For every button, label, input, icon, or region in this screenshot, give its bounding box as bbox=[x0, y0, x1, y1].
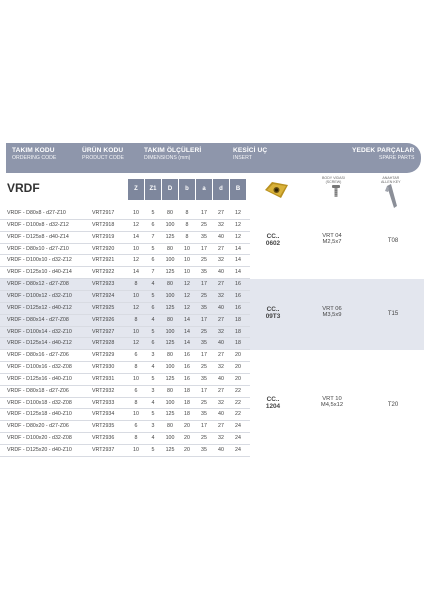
ordering-code: VRDF - D125x8 - d40-Z14 bbox=[7, 233, 69, 240]
dim-header-z1: Z1 bbox=[145, 179, 161, 200]
ordering-code: VRDF - D125x10 - d40-Z14 bbox=[7, 269, 72, 276]
dimension-value: 27 bbox=[218, 210, 224, 216]
table-row bbox=[0, 220, 424, 231]
dimension-value: 40 bbox=[218, 304, 224, 311]
dimension-value: 100 bbox=[165, 399, 175, 406]
ordering-code: VRDF - D100x14 - d32-Z10 bbox=[7, 328, 72, 335]
dimension-value: 24 bbox=[235, 447, 241, 453]
ordering-code: VRDF - D100x18 - d32-Z08 bbox=[7, 399, 72, 406]
table-row bbox=[0, 398, 424, 409]
dimension-value: 35 bbox=[201, 447, 207, 453]
table-header-band bbox=[6, 143, 421, 173]
dimension-value: 17 bbox=[201, 210, 207, 216]
product-code: VRT2919 bbox=[92, 233, 115, 240]
dimension-value: 8 bbox=[134, 399, 138, 406]
dimension-value: 35 bbox=[201, 304, 207, 311]
dimension-value: 8 bbox=[134, 364, 138, 371]
dimension-value: 17 bbox=[201, 423, 207, 430]
table-row bbox=[0, 244, 424, 255]
product-code: VRT2931 bbox=[92, 375, 115, 382]
product-code: VRT2936 bbox=[92, 435, 115, 442]
dimension-value: 80 bbox=[167, 210, 173, 216]
dimension-value: 17 bbox=[201, 387, 207, 394]
dimension-value: 16 bbox=[235, 292, 241, 299]
dimension-value: 10 bbox=[133, 328, 139, 335]
dimension-value: 4 bbox=[151, 316, 155, 323]
product-code: VRT2925 bbox=[92, 304, 115, 311]
dimension-value: 8 bbox=[185, 210, 189, 216]
dimension-value: 10 bbox=[133, 292, 139, 299]
product-code: VRT2930 bbox=[92, 364, 115, 371]
dim-header-b: b bbox=[179, 179, 195, 200]
dimension-value: 125 bbox=[165, 233, 175, 240]
dim-header-z: Z bbox=[128, 179, 144, 200]
insert-group-2: CC.. 09T3 bbox=[265, 306, 281, 320]
dimension-value: 10 bbox=[133, 210, 139, 216]
dimension-value: 20 bbox=[235, 352, 241, 359]
dimension-value: 8 bbox=[185, 233, 189, 240]
product-code: VRT2918 bbox=[92, 221, 115, 228]
table-row bbox=[0, 350, 424, 361]
product-code: VRT2933 bbox=[92, 399, 115, 406]
dimension-value: 80 bbox=[167, 352, 173, 359]
dimension-value: 25 bbox=[201, 257, 207, 264]
dimension-value: 35 bbox=[201, 340, 207, 347]
dimension-value: 100 bbox=[165, 292, 175, 299]
ordering-code: VRDF - D100x12 - d32-Z10 bbox=[7, 292, 72, 299]
dimension-value: 27 bbox=[218, 281, 224, 288]
table-row bbox=[0, 433, 424, 444]
dimension-value: 18 bbox=[235, 340, 241, 347]
dimension-value: 8 bbox=[134, 316, 138, 323]
dimension-value: 100 bbox=[165, 364, 175, 371]
table-row bbox=[0, 303, 424, 314]
dimension-value: 27 bbox=[218, 423, 224, 430]
product-code: VRT2932 bbox=[92, 387, 115, 394]
dimension-value: 18 bbox=[235, 328, 241, 335]
table-row bbox=[0, 421, 424, 432]
product-code: VRT2923 bbox=[92, 281, 115, 288]
dimension-value: 16 bbox=[235, 281, 241, 288]
dimension-value: 32 bbox=[218, 364, 224, 371]
dimension-value: 16 bbox=[235, 304, 241, 311]
dimension-value: 125 bbox=[165, 304, 175, 311]
row-divider bbox=[0, 456, 250, 457]
dimension-value: 32 bbox=[218, 292, 224, 299]
ordering-code: VRDF - D125x18 - d40-Z10 bbox=[7, 411, 72, 418]
ordering-code: VRDF - D80x12 - d27-Z08 bbox=[7, 281, 69, 288]
dimension-value: 10 bbox=[184, 269, 190, 276]
dimension-value: 14 bbox=[184, 340, 190, 347]
dimension-value: 10 bbox=[133, 245, 139, 252]
header-insert: KESİCİ UÇ INSERT bbox=[233, 147, 268, 161]
dimension-value: 6 bbox=[151, 340, 155, 347]
dimension-value: 14 bbox=[235, 257, 241, 264]
dimension-value: 125 bbox=[165, 447, 175, 453]
product-code: VRT2935 bbox=[92, 423, 115, 430]
dimension-value: 80 bbox=[167, 245, 173, 252]
product-code: VRT2926 bbox=[92, 316, 115, 323]
product-code: VRT2927 bbox=[92, 328, 115, 335]
dimension-value: 25 bbox=[201, 435, 207, 442]
dimension-value: 20 bbox=[184, 447, 190, 453]
key-group-3: T20 bbox=[387, 402, 399, 408]
dimension-value: 12 bbox=[184, 281, 190, 288]
dimension-value: 6 bbox=[151, 304, 155, 311]
table-row bbox=[0, 386, 424, 397]
dimension-value: 32 bbox=[218, 221, 224, 228]
dimension-value: 12 bbox=[133, 304, 139, 311]
header-spare-parts: YEDEK PARÇALAR SPARE PARTS bbox=[352, 147, 415, 161]
table-row bbox=[0, 279, 424, 290]
dimension-value: 25 bbox=[201, 292, 207, 299]
dimension-value: 10 bbox=[184, 257, 190, 264]
screw-group-3: VRT 10 M4,5x12 bbox=[320, 396, 344, 408]
dimension-value: 12 bbox=[235, 210, 241, 216]
dimension-value: 35 bbox=[201, 375, 207, 382]
dimension-value: 14 bbox=[235, 245, 241, 252]
table-row bbox=[0, 232, 424, 243]
screw-group-2: VRT 06 M3,5x9 bbox=[322, 306, 342, 318]
dimension-value: 27 bbox=[218, 245, 224, 252]
dimension-value: 5 bbox=[151, 292, 155, 299]
dimension-value: 6 bbox=[134, 352, 138, 359]
dimension-value: 14 bbox=[184, 328, 190, 335]
product-code: VRT2917 bbox=[92, 210, 115, 216]
dimension-value: 3 bbox=[151, 352, 155, 359]
dimension-value: 80 bbox=[167, 281, 173, 288]
dimension-value: 32 bbox=[218, 257, 224, 264]
dim-header-d: D bbox=[162, 179, 178, 200]
dimension-value: 12 bbox=[184, 292, 190, 299]
dimension-value: 125 bbox=[165, 269, 175, 276]
dimension-value: 6 bbox=[134, 387, 138, 394]
dimension-value: 12 bbox=[235, 233, 241, 240]
dimension-value: 4 bbox=[151, 364, 155, 371]
header-ordering-code: TAKIM KODU ORDERING CODE bbox=[12, 147, 57, 161]
dimension-value: 24 bbox=[235, 435, 241, 442]
key-group-2: T15 bbox=[387, 311, 399, 317]
dimension-value: 35 bbox=[201, 269, 207, 276]
table-title: VRDF bbox=[7, 181, 40, 195]
dimension-value: 6 bbox=[151, 221, 155, 228]
dimension-value: 8 bbox=[134, 281, 138, 288]
header-product-code: ÜRÜN KODU PRODUCT CODE bbox=[82, 147, 124, 161]
dimension-value: 25 bbox=[201, 328, 207, 335]
dimension-value: 10 bbox=[133, 447, 139, 453]
dimension-value: 5 bbox=[151, 210, 155, 216]
dimension-value: 12 bbox=[184, 304, 190, 311]
dimension-value: 18 bbox=[184, 387, 190, 394]
dim-header-d-small: d bbox=[213, 179, 229, 200]
dimension-value: 20 bbox=[184, 423, 190, 430]
dimension-value: 40 bbox=[218, 411, 224, 418]
dimension-value: 10 bbox=[184, 245, 190, 252]
dimension-value: 5 bbox=[151, 411, 155, 418]
screw-caption: BODY VIDASI (SCREW) bbox=[322, 176, 345, 184]
dim-header-b-large: B bbox=[230, 179, 246, 200]
product-code: VRT2928 bbox=[92, 340, 115, 347]
product-code: VRT2929 bbox=[92, 352, 115, 359]
dimension-value: 17 bbox=[201, 352, 207, 359]
dimension-value: 6 bbox=[151, 257, 155, 264]
dimension-value: 6 bbox=[134, 423, 138, 430]
dimension-value: 32 bbox=[218, 399, 224, 406]
ordering-code: VRDF - D125x14 - d40-Z12 bbox=[7, 340, 72, 347]
table-row bbox=[0, 362, 424, 373]
screw-group-1: VRT 04 M2,5x7 bbox=[322, 233, 342, 245]
dimension-value: 18 bbox=[184, 411, 190, 418]
dim-header-a: a bbox=[196, 179, 212, 200]
dimension-value: 27 bbox=[218, 316, 224, 323]
table-row bbox=[0, 445, 424, 456]
table-row bbox=[0, 255, 424, 266]
dimension-value: 100 bbox=[165, 328, 175, 335]
table-row bbox=[0, 315, 424, 326]
dimension-value: 17 bbox=[201, 281, 207, 288]
dimension-value: 5 bbox=[151, 245, 155, 252]
dimension-value: 20 bbox=[184, 435, 190, 442]
dimension-value: 5 bbox=[151, 447, 155, 453]
dimension-value: 40 bbox=[218, 375, 224, 382]
dimension-value: 100 bbox=[165, 257, 175, 264]
dimension-value: 18 bbox=[184, 399, 190, 406]
ordering-code: VRDF - D125x16 - d40-Z10 bbox=[7, 375, 72, 382]
dimension-value: 8 bbox=[134, 435, 138, 442]
dimension-value: 80 bbox=[167, 423, 173, 430]
header-dimensions: TAKIM ÖLÇÜLERİ DIMENSIONS (mm) bbox=[144, 147, 202, 161]
dimension-value: 16 bbox=[184, 375, 190, 382]
insert-group-1: CC.. 0602 bbox=[265, 233, 281, 247]
ordering-code: VRDF - D100x16 - d32-Z08 bbox=[7, 364, 72, 371]
dimension-value: 22 bbox=[235, 411, 241, 418]
dimension-value: 27 bbox=[218, 387, 224, 394]
dimension-value: 35 bbox=[201, 233, 207, 240]
dimension-value: 10 bbox=[133, 411, 139, 418]
dimension-value: 22 bbox=[235, 387, 241, 394]
dimension-value: 8 bbox=[185, 221, 189, 228]
dimension-value: 20 bbox=[235, 375, 241, 382]
dimension-value: 5 bbox=[151, 328, 155, 335]
table-row bbox=[0, 409, 424, 420]
screw-icon bbox=[329, 184, 343, 198]
dimension-value: 125 bbox=[165, 375, 175, 382]
key-group-1: T08 bbox=[387, 238, 399, 244]
table-row bbox=[0, 338, 424, 349]
ordering-code: VRDF - D80x10 - d27-Z10 bbox=[7, 245, 69, 252]
allen-key-icon bbox=[384, 182, 400, 210]
dimension-value: 14 bbox=[184, 316, 190, 323]
dimension-value: 32 bbox=[218, 328, 224, 335]
dimension-value: 3 bbox=[151, 387, 155, 394]
dimension-value: 100 bbox=[165, 435, 175, 442]
product-code: VRT2934 bbox=[92, 411, 115, 418]
dimension-value: 24 bbox=[235, 423, 241, 430]
ordering-code: VRDF - D80x16 - d27-Z06 bbox=[7, 352, 69, 359]
dimension-value: 4 bbox=[151, 399, 155, 406]
product-code: VRT2920 bbox=[92, 245, 115, 252]
dimension-value: 4 bbox=[151, 435, 155, 442]
dimension-value: 18 bbox=[235, 316, 241, 323]
dimension-value: 14 bbox=[133, 233, 139, 240]
dimension-value: 20 bbox=[235, 364, 241, 371]
dimension-value: 25 bbox=[201, 399, 207, 406]
dimension-value: 125 bbox=[165, 411, 175, 418]
ordering-code: VRDF - D100x10 - d32-Z12 bbox=[7, 257, 72, 264]
dimension-value: 125 bbox=[165, 340, 175, 347]
key-caption: ANAHTAR ALLEN KEY bbox=[381, 176, 401, 184]
dimension-value: 27 bbox=[218, 352, 224, 359]
dimension-value: 16 bbox=[184, 352, 190, 359]
dimension-headers bbox=[128, 179, 247, 200]
table-row bbox=[0, 208, 424, 219]
dimension-value: 80 bbox=[167, 387, 173, 394]
dimension-value: 16 bbox=[184, 364, 190, 371]
dimension-value: 17 bbox=[201, 245, 207, 252]
dimension-value: 10 bbox=[133, 375, 139, 382]
product-code: VRT2921 bbox=[92, 257, 115, 264]
table-row bbox=[0, 374, 424, 385]
dimension-value: 22 bbox=[235, 399, 241, 406]
dimension-value: 80 bbox=[167, 316, 173, 323]
dimension-value: 12 bbox=[133, 340, 139, 347]
dimension-value: 40 bbox=[218, 269, 224, 276]
dimension-value: 12 bbox=[133, 221, 139, 228]
dimension-value: 4 bbox=[151, 281, 155, 288]
dimension-value: 7 bbox=[151, 269, 155, 276]
insert-icon bbox=[262, 180, 290, 200]
insert-group-3: CC.. 1204 bbox=[265, 396, 281, 410]
dimension-value: 25 bbox=[201, 364, 207, 371]
dimension-value: 14 bbox=[235, 269, 241, 276]
product-code: VRT2924 bbox=[92, 292, 115, 299]
table-row bbox=[0, 291, 424, 302]
dimension-value: 12 bbox=[235, 221, 241, 228]
ordering-code: VRDF - D100x20 - d32-Z08 bbox=[7, 435, 72, 442]
dimension-value: 12 bbox=[133, 257, 139, 264]
dimension-value: 100 bbox=[165, 221, 175, 228]
ordering-code: VRDF - D125x20 - d40-Z10 bbox=[7, 447, 72, 453]
table-row bbox=[0, 267, 424, 278]
ordering-code: VRDF - D125x12 - d40-Z12 bbox=[7, 304, 72, 311]
product-code: VRT2922 bbox=[92, 269, 115, 276]
dimension-value: 32 bbox=[218, 435, 224, 442]
dimension-value: 35 bbox=[201, 411, 207, 418]
dimension-value: 7 bbox=[151, 233, 155, 240]
ordering-code: VRDF - D80x20 - d27-Z06 bbox=[7, 423, 69, 430]
ordering-code: VRDF - D100x8 - d32-Z12 bbox=[7, 221, 69, 228]
dimension-value: 25 bbox=[201, 221, 207, 228]
product-code: VRT2937 bbox=[92, 447, 115, 453]
ordering-code: VRDF - D80x8 - d27-Z10 bbox=[7, 210, 66, 216]
dimension-value: 40 bbox=[218, 447, 224, 453]
ordering-code: VRDF - D80x18 - d27-Z06 bbox=[7, 387, 69, 394]
ordering-code: VRDF - D80x14 - d27-Z08 bbox=[7, 316, 69, 323]
table-row bbox=[0, 327, 424, 338]
dimension-value: 5 bbox=[151, 375, 155, 382]
dimension-value: 40 bbox=[218, 340, 224, 347]
dimension-value: 14 bbox=[133, 269, 139, 276]
dimension-value: 40 bbox=[218, 233, 224, 240]
dimension-value: 17 bbox=[201, 316, 207, 323]
dimension-value: 3 bbox=[151, 423, 155, 430]
